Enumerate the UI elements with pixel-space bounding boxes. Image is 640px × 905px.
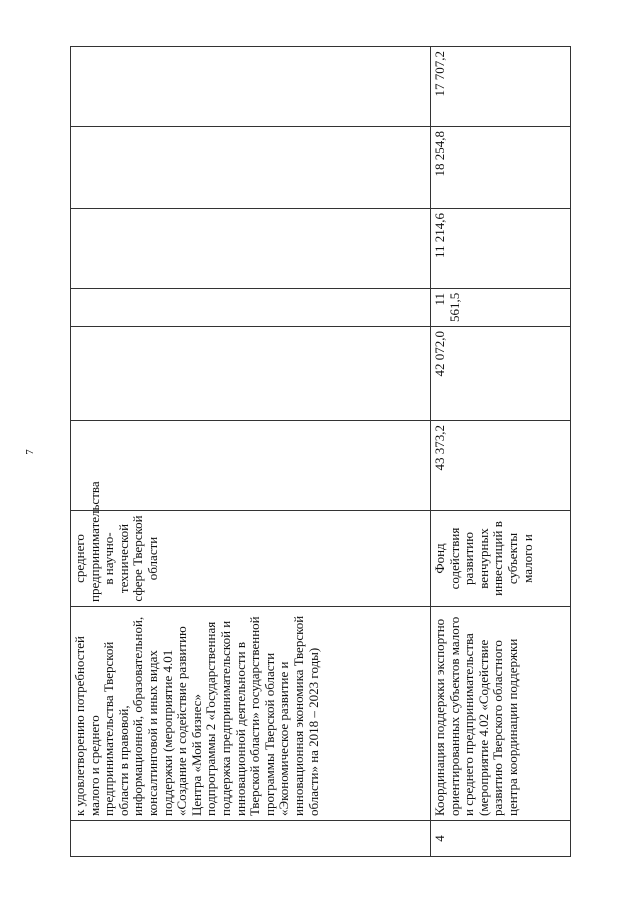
description-cell: Координация поддержки экспортно ориентированных субъектов малого и среднего предпринимательства (мероприятие 4.02 «Содействие развитию Тверского областного центра координации поддержки — [431, 607, 571, 821]
value-cell — [71, 289, 431, 327]
table-row — [431, 47, 571, 857]
page-number: 7 — [24, 449, 36, 455]
table-row — [71, 47, 431, 857]
rotated-table-page — [70, 47, 570, 857]
value-cell: 17 707,2 — [431, 47, 571, 127]
value-cell — [71, 327, 431, 421]
value-cell: 11 214,6 — [431, 209, 571, 289]
value-cell — [71, 47, 431, 127]
value-cell — [71, 421, 431, 511]
value-cell: 11 561,5 — [431, 289, 571, 327]
value-cell: 43 373,2 — [431, 421, 571, 511]
row-number — [71, 821, 431, 857]
value-cell — [71, 127, 431, 209]
executor-cell: Фонд содействия развитию венчурных инвестиций в субъекты малого и — [431, 511, 571, 607]
description-cell: к удовлетворению потребностей малого и среднего предпринимательства Тверской области в правовой, информационной, образовательной, консалтинговой и иных видах поддержки (мероприятие 4.01 «Создание и содействие развитию Центра «Мой бизнес» подпрограммы 2 «Государственная поддержка предпринимательской и инновационной деятельности в Тверской области» государственной программы Тверской области «Экономическое развитие и инновационная экономика Тверской области» на 2018 – 2023 годы) — [71, 607, 431, 821]
value-cell: 18 254,8 — [431, 127, 571, 209]
value-cell — [71, 209, 431, 289]
value-cell: 42 072,0 — [431, 327, 571, 421]
row-number: 4 — [431, 821, 571, 857]
executor-cell: среднего предпринимательства в научно-технической сфере Тверской области — [71, 511, 431, 607]
funding-table — [70, 46, 571, 857]
